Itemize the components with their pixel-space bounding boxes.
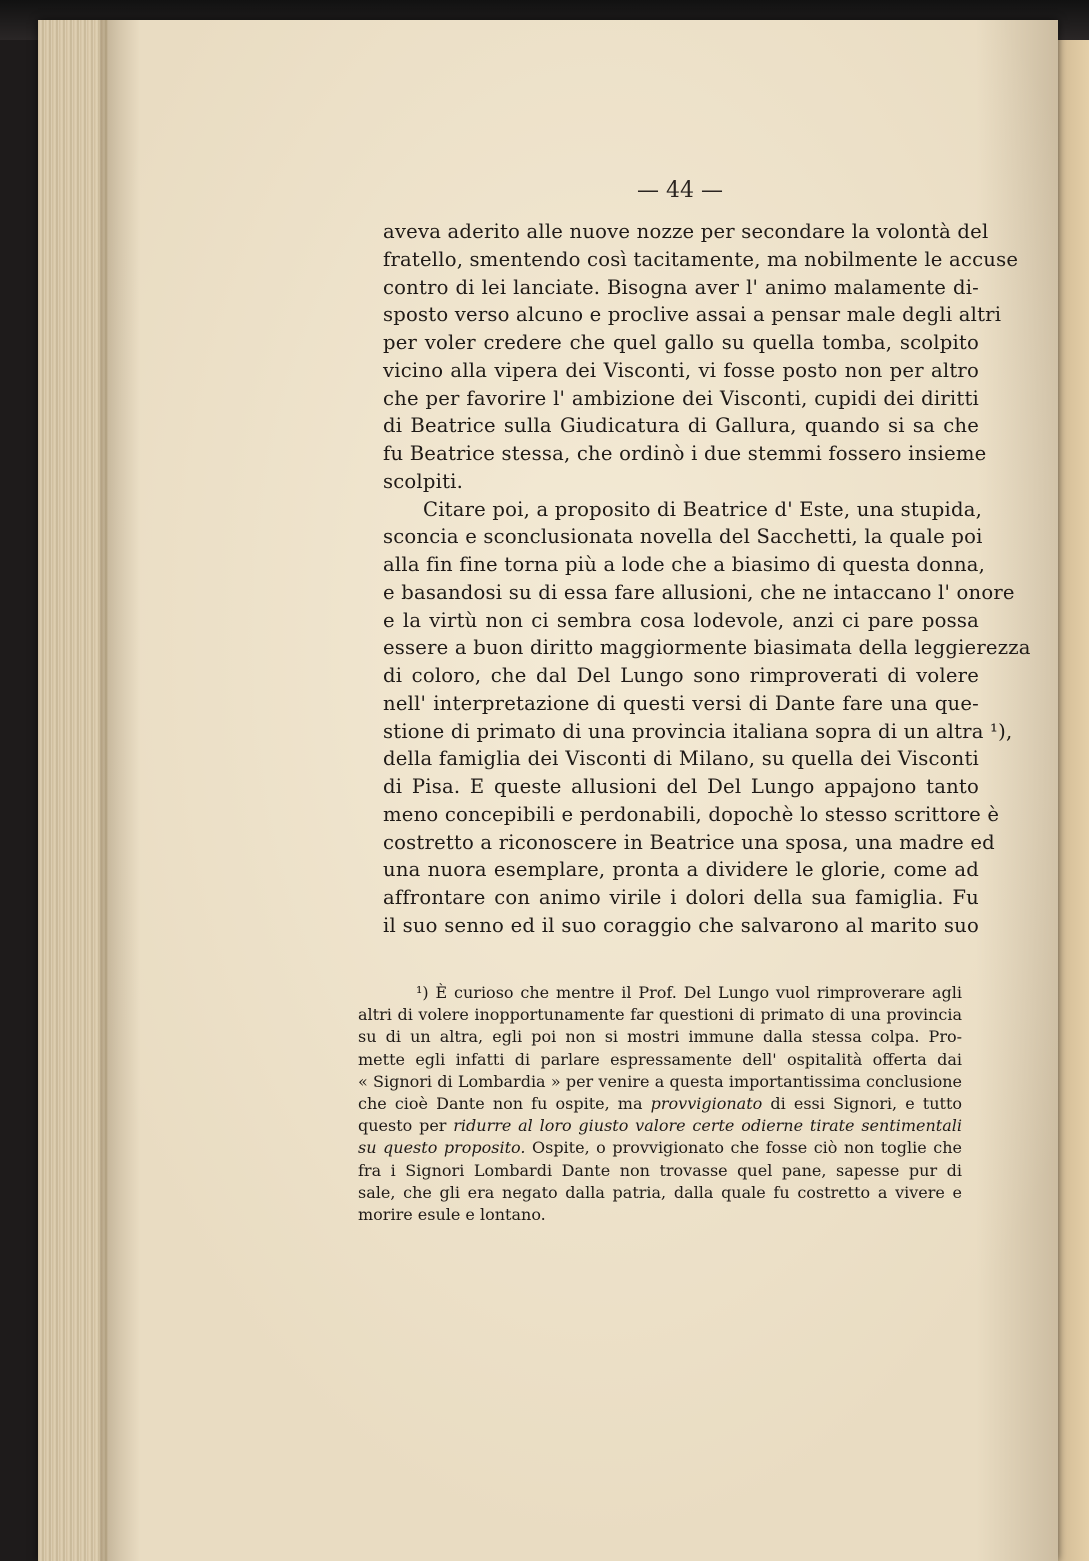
footnote-line bbox=[358, 1115, 962, 1137]
text-line: fu Beatrice stessa, che ordinò i due stemmi fossero insieme bbox=[383, 442, 987, 465]
footnote-line: fra i Signori Lombardi Dante non trovasse quel pane, sapesse pur di bbox=[358, 1160, 962, 1180]
text-line: fratello, smentendo così tacitamente, ma nobilmente le accuse bbox=[383, 247, 1019, 271]
text-line: stione di primato di una provincia italiana sopra di un altra ¹), bbox=[383, 719, 1013, 743]
gutter-shadow bbox=[100, 20, 140, 1561]
text-line: nell' interpretazione di questi versi di Dante fare una que- bbox=[383, 691, 979, 715]
text-line: vicino alla vipera dei Visconti, vi fosse posto non per altro bbox=[383, 358, 979, 382]
text-line: costretto a riconoscere in Beatrice una sposa, una madre ed bbox=[383, 830, 995, 854]
text-line: scolpiti. bbox=[383, 469, 464, 493]
text-line: di Pisa. E queste allusioni del Del Lungo appajono tanto bbox=[383, 775, 979, 798]
text-line: affrontare con animo virile i dolori della sua famiglia. Fu bbox=[383, 886, 979, 909]
text-line: e basandosi su di essa fare allusioni, che ne intaccano l' onore bbox=[383, 580, 1015, 604]
footnote-italic: ridurre al loro giusto valore certe odierne tirate sentimentali bbox=[453, 1116, 962, 1136]
footnote-line: sale, che gli era negato dalla patria, dalla quale fu costretto a vivere e bbox=[358, 1182, 962, 1202]
footnote-line: su di un altra, egli poi non si mostri immune dalla stessa colpa. Pro- bbox=[358, 1027, 962, 1047]
footnote-segment: di essi Signori, e tutto bbox=[770, 1093, 963, 1113]
page-number: — 44 — bbox=[637, 178, 723, 203]
footnote-segment: Ospite, o provvigionato che fosse ciò non toglie che bbox=[531, 1138, 962, 1158]
text-line: una nuora esemplare, pronta a dividere le glorie, come ad bbox=[383, 858, 979, 882]
text-line: di Beatrice sulla Giudicatura di Gallura, quando si sa che bbox=[383, 414, 979, 438]
text-line: sposto verso alcuno e proclive assai a pensar male degli altri bbox=[383, 303, 1002, 327]
text-line: meno concepibili e perdonabili, dopochè lo stesso scrittore è bbox=[383, 802, 1000, 826]
footnote-line bbox=[358, 1137, 962, 1159]
text-line: essere a buon diritto maggiormente biasimata della leggierezza bbox=[383, 636, 1031, 660]
footnote-line: morire esule e lontano. bbox=[358, 1204, 546, 1224]
text-line: che per favorire l' ambizione dei Visconti, cupidi dei diritti bbox=[383, 386, 979, 410]
footnote-line: mette egli infatti di parlare espressamente dell' ospitalità offerta dai bbox=[358, 1049, 962, 1069]
text-line: il suo senno ed il suo coraggio che salvarono al marito suo bbox=[383, 913, 979, 937]
text-line: di coloro, che dal Del Lungo sono rimproverati di volere bbox=[383, 664, 979, 687]
footnote-italic: provvigionato bbox=[650, 1093, 763, 1113]
footnote-line: ¹) È curioso che mentre il Prof. Del Lungo vuol rimproverare agli bbox=[416, 983, 962, 1002]
text-line: per voler credere che quel gallo su quella tomba, scolpito bbox=[383, 331, 979, 354]
text-line: contro di lei lanciate. Bisogna aver l' animo malamente di- bbox=[383, 275, 979, 299]
footnote-italic: su questo proposito. bbox=[358, 1138, 526, 1158]
footnote-line bbox=[358, 1093, 962, 1115]
text-line: Citare poi, a proposito di Beatrice d' Este, una stupida, bbox=[423, 497, 983, 521]
text-line: e la virtù non ci sembra cosa lodevole, anzi ci pare possa bbox=[383, 608, 979, 632]
text-line: sconcia e sconclusionata novella del Sacchetti, la quale poi bbox=[383, 525, 983, 549]
text-line: alla fin fine torna più a lode che a biasimo di questa donna, bbox=[383, 553, 986, 576]
text-line: aveva aderito alle nuove nozze per secondare la volontà del bbox=[383, 220, 989, 243]
body-text bbox=[383, 218, 1031, 940]
footnote-line: altri di volere inopportunamente far questioni di primato di una provincia bbox=[358, 1005, 962, 1025]
footnote bbox=[358, 982, 962, 1226]
footnote-line: « Signori di Lombardia » per venire a questa importantissima conclusione bbox=[358, 1071, 962, 1091]
footnote-segment: che cioè Dante non fu ospite, ma bbox=[358, 1093, 643, 1113]
footnote-segment: questo per bbox=[358, 1116, 447, 1136]
page-stack-edges bbox=[38, 20, 108, 1561]
text-line: della famiglia dei Visconti di Milano, su quella dei Visconti bbox=[383, 747, 979, 771]
